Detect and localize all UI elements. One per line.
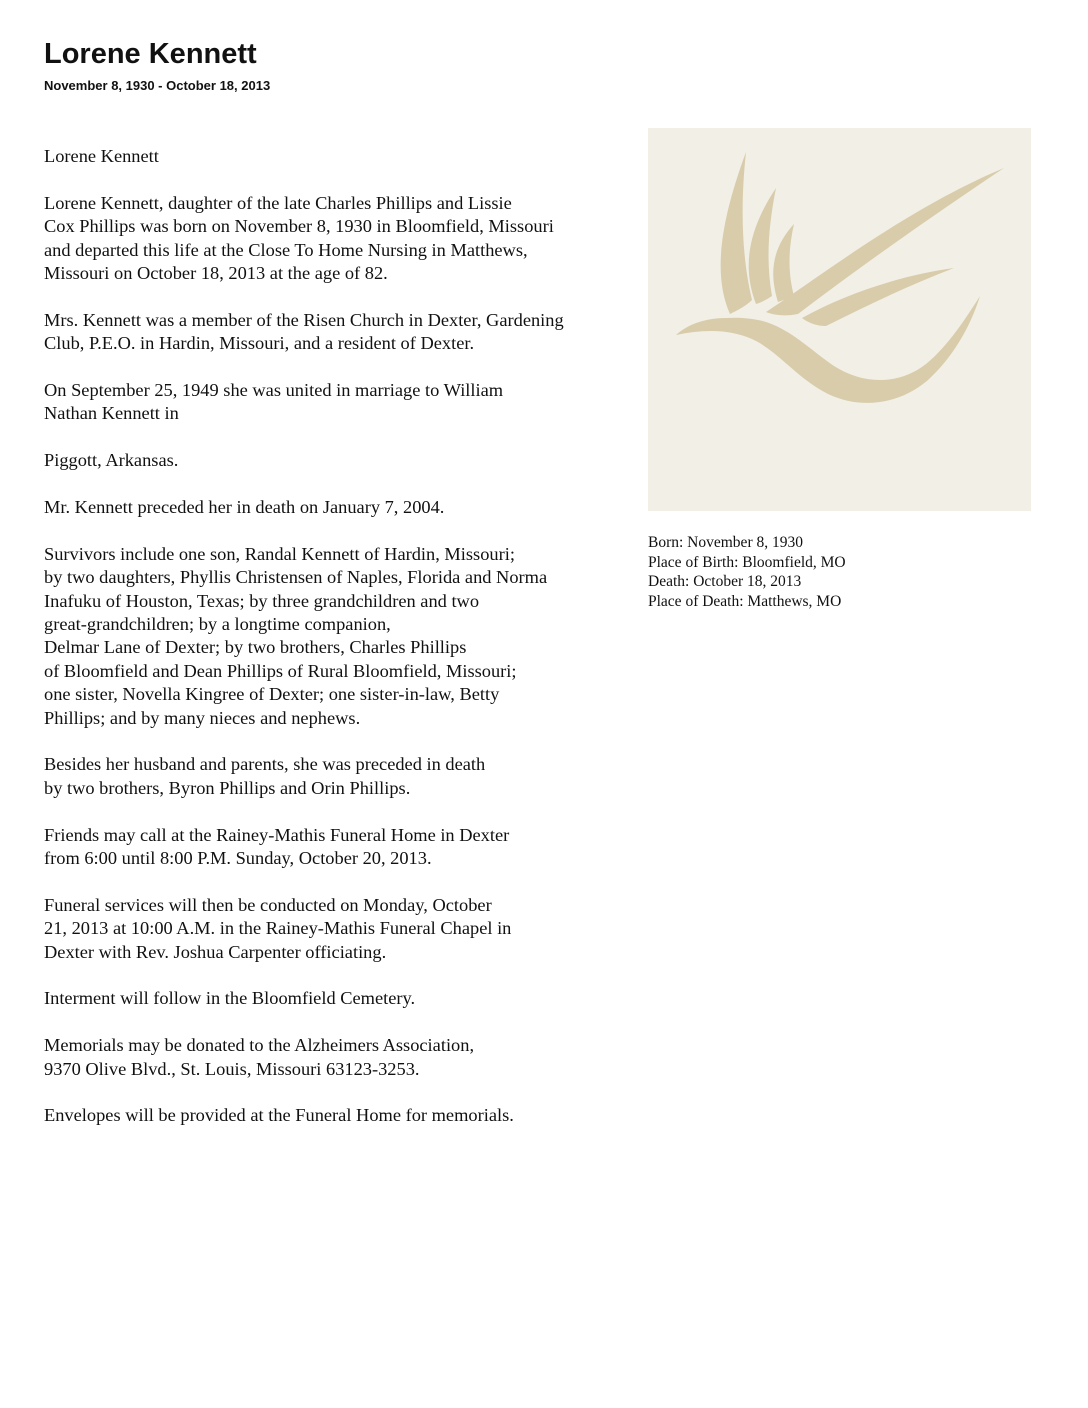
- obituary-line: one sister, Novella Kingree of Dexter; one sister-in-law, Betty: [44, 684, 500, 705]
- obituary-line: On September 25, 1949 she was united in marriage to William: [44, 380, 504, 401]
- obituary-paragraph: [44, 987, 654, 1010]
- obituary-line: by two daughters, Phyllis Christensen of Naples, Florida and Norma: [44, 567, 548, 588]
- obituary-line: Phillips; and by many nieces and nephews.: [44, 707, 361, 728]
- obituary-line: Memorials may be donated to the Alzheimers Association,: [44, 1035, 475, 1056]
- obituary-line: Dexter with Rev. Joshua Carpenter officiating.: [44, 941, 387, 962]
- obituary-line: Friends may call at the Rainey-Mathis Funeral Home in Dexter: [44, 824, 510, 845]
- page-title: Lorene Kennett: [44, 38, 257, 70]
- place-of-death-fact: Place of Death: Matthews, MO: [648, 592, 842, 610]
- obituary-line: Interment will follow in the Bloomfield Cemetery.: [44, 988, 416, 1009]
- life-dates: November 8, 1930 - October 18, 2013: [44, 78, 271, 93]
- obituary-paragraph: [44, 1104, 654, 1127]
- obituary-paragraph: [44, 379, 654, 426]
- obituary-paragraph: [44, 449, 654, 472]
- obituary-paragraph: [44, 894, 654, 964]
- obituary-line: Funeral services will then be conducted on Monday, October: [44, 894, 492, 915]
- obituary-line: great-grandchildren; by a longtime companion,: [44, 614, 391, 635]
- obituary-line: Cox Phillips was born on November 8, 1930 in Bloomfield, Missouri: [44, 216, 554, 237]
- obituary-paragraph: [44, 309, 654, 356]
- obituary-paragraph: [44, 1034, 654, 1081]
- obituary-line: and departed this life at the Close To Home Nursing in Matthews,: [44, 239, 528, 260]
- obituary-line: 9370 Olive Blvd., St. Louis, Missouri 63123-3253.: [44, 1058, 420, 1079]
- obituary-line: Lorene Kennett: [44, 146, 159, 166]
- born-fact: Born: November 8, 1930: [648, 534, 803, 551]
- obituary-paragraph: [44, 753, 654, 800]
- dove-image: [648, 128, 1031, 511]
- obituary-line: Mr. Kennett preceded her in death on January 7, 2004.: [44, 497, 445, 518]
- obituary-paragraph: [44, 824, 654, 871]
- obituary-header: [44, 36, 270, 94]
- obituary-line: from 6:00 until 8:00 P.M. Sunday, October 20, 2013.: [44, 848, 432, 869]
- place-of-birth-fact: Place of Birth: Bloomfield, MO: [648, 553, 846, 571]
- vital-facts: [648, 533, 846, 611]
- obituary-paragraph: [44, 496, 654, 519]
- obituary-line: Piggott, Arkansas.: [44, 450, 179, 471]
- obituary-line: Delmar Lane of Dexter; by two brothers, Charles Phillips: [44, 637, 467, 658]
- obituary-line: Inafuku of Houston, Texas; by three grandchildren and two: [44, 590, 480, 611]
- death-fact: Death: October 18, 2013: [648, 573, 802, 591]
- obituary-line: Envelopes will be provided at the Funeral Home for memorials.: [44, 1105, 514, 1126]
- dove-icon: [648, 128, 1031, 511]
- obituary-paragraph: [44, 145, 654, 168]
- obituary-paragraph: [44, 192, 654, 286]
- obituary-line: Survivors include one son, Randal Kennett of Hardin, Missouri;: [44, 543, 515, 564]
- obituary-line: Club, P.E.O. in Hardin, Missouri, and a resident of Dexter.: [44, 333, 475, 354]
- obituary-line: by two brothers, Byron Phillips and Orin Phillips.: [44, 777, 411, 798]
- obituary-paragraph: [44, 543, 654, 730]
- obituary-line: Besides her husband and parents, she was preceded in death: [44, 754, 486, 775]
- obituary-line: of Bloomfield and Dean Phillips of Rural Bloomfield, Missouri;: [44, 660, 517, 681]
- obituary-line: 21, 2013 at 10:00 A.M. in the Rainey-Mathis Funeral Chapel in: [44, 918, 512, 939]
- obituary-line: Lorene Kennett, daughter of the late Charles Phillips and Lissie: [44, 192, 512, 213]
- obituary-line: Missouri on October 18, 2013 at the age of 82.: [44, 263, 388, 284]
- obituary-line: Nathan Kennett in: [44, 403, 179, 424]
- obituary-text: [44, 145, 654, 1151]
- obituary-line: Mrs. Kennett was a member of the Risen Church in Dexter, Gardening: [44, 309, 564, 330]
